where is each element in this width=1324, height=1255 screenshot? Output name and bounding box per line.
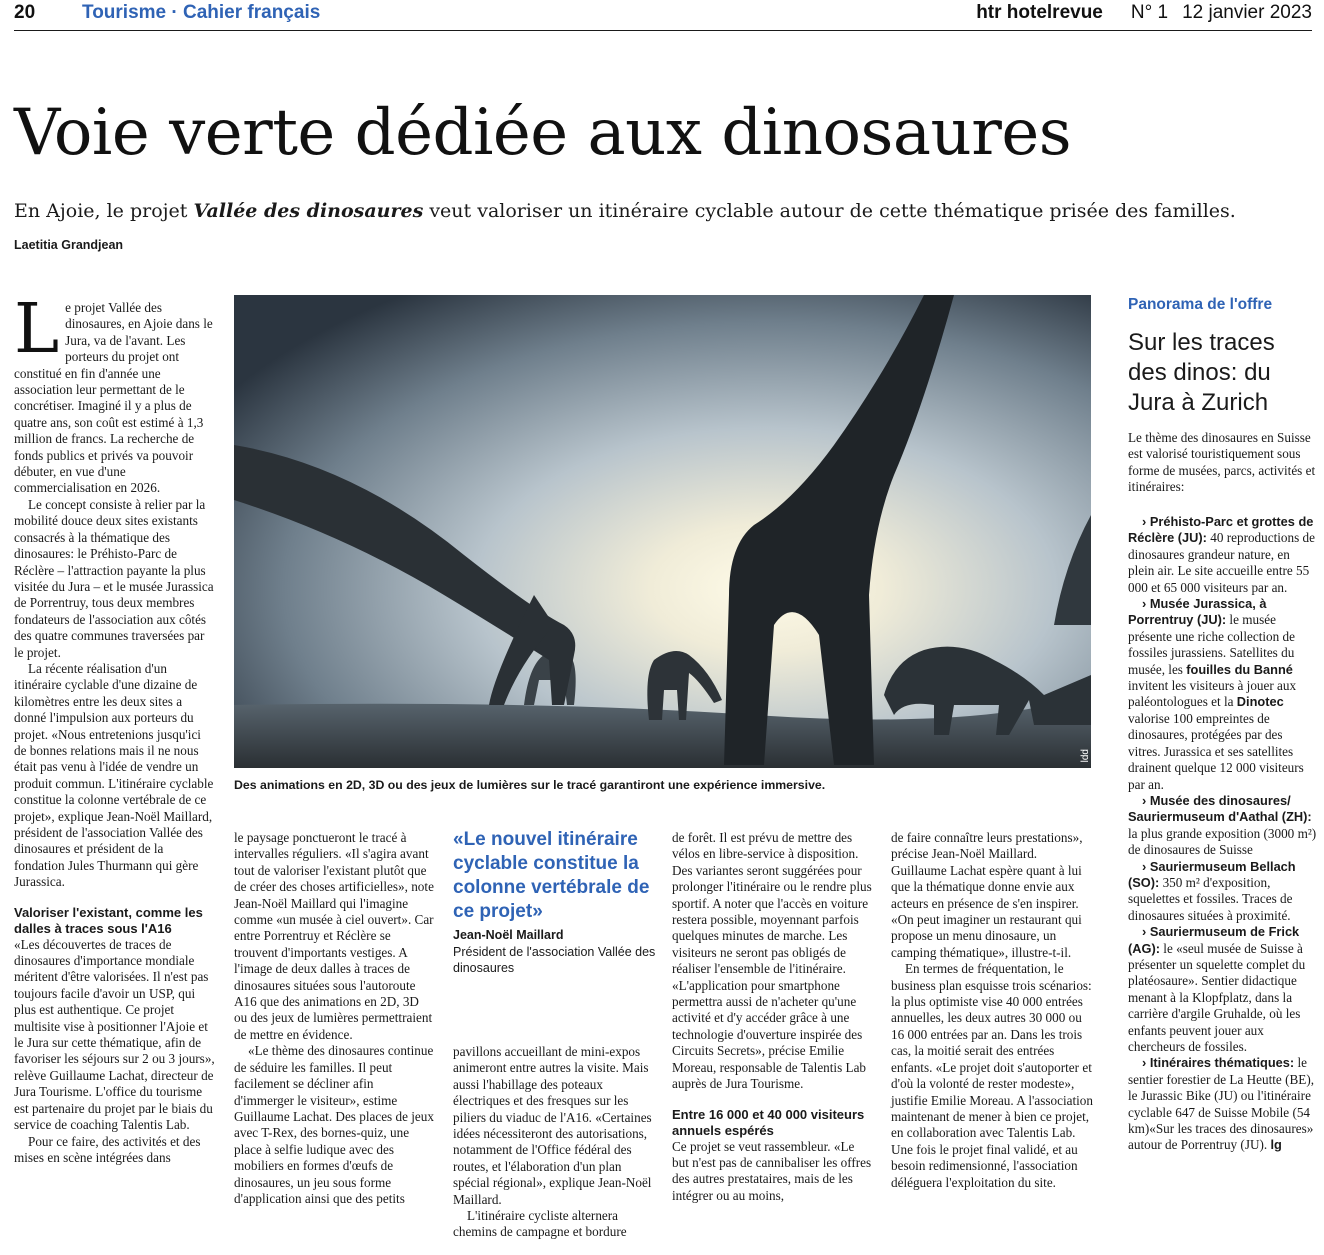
sidebar-intro: Le thème des dinosaures en Suisse est valorisé touristiquement sous forme de musées, parcs, activités et itinéraires: (1128, 430, 1316, 495)
list-item-head: › Préhisto-Parc et grottes de Réclère (JU): (1128, 514, 1314, 546)
quote-author-role: Président de l'association Vallée des dinosaures (453, 945, 656, 975)
section-subtitle: Cahier français (183, 2, 321, 23)
column-3 (453, 1044, 655, 1241)
page-header (14, 0, 1312, 31)
lead-text-a: En Ajoie, le projet (14, 200, 194, 222)
paragraph: Ce projet se veut rassembleur. «Le but n'est pas de cannibaliser les offres des autres prestataires, mais de les intégrer ou au moins, (672, 1138, 872, 1203)
list-item (1128, 596, 1318, 793)
subheading: Valoriser l'existant, comme les dalles à traces sous l'A16 (14, 904, 203, 936)
paragraph: Pour ce faire, des activités et des mises en scène intégrées dans (14, 1133, 201, 1165)
list-item (1128, 1055, 1318, 1153)
article-lead (14, 200, 1314, 222)
list-item-text: 40 reproductions de dinosaures grandeur nature, en plein air. Le site accueille entre 55 000 et 65 000 visiteurs par an. (1128, 530, 1315, 595)
list-item-head: › Musée des dinosaures/ Sauriermuseum d'Aathal (ZH): (1128, 792, 1312, 825)
lead-text-b: veut valoriser un itinéraire cyclable autour de cette thématique prisée des familles. (423, 200, 1236, 222)
issue-number: N° 1 (1130, 2, 1169, 23)
list-item (1128, 859, 1318, 925)
list-item-text: la plus grande exposition (3000 m²) de dinosaures de Suisse (1128, 825, 1317, 858)
page-number: 20 (14, 2, 36, 23)
list-item-text: le «seul musée de Suisse à présenter un squelette complet du platéosaure». Sentier didactique menant à la Klopfplatz, dans la carrière d'argile Gruhalde, où les enfants peuvent jouer aux chercheurs de fossiles. (1128, 940, 1306, 1054)
sidebar-title: Sur les traces des dinos: du Jura à Zurich (1128, 329, 1275, 416)
list-item-text: 350 m² d'exposition, squelettes et fossiles. Traces de dinosaures situées à proximité. (1128, 874, 1293, 923)
section-name: Tourisme (82, 2, 167, 23)
paragraph: de faire connaître leurs prestations», précise Jean-Noël Maillard. Guillaume Lachat espère quant à lui que la thématique donne envie aux acteurs en présence de s'en inspirer. «On peut imaginer un restaurant qui propose un menu dinosaure, un camping thématique», illustre-t-il. (891, 830, 1083, 960)
author-signature: lg (1270, 1137, 1282, 1153)
drop-cap: L (14, 290, 60, 369)
photo-credit: ldd (1080, 748, 1091, 762)
publication-info (976, 2, 1312, 24)
column-1 (14, 290, 216, 1166)
list-item-head: › Musée Jurassica, à Porrentruy (JU): (1128, 596, 1267, 628)
section-separator: · (171, 2, 178, 23)
paragraph: «Les découvertes de traces de dinosaures d'importance mondiale méritent d'être valorisées. Il n'est pas toujours facile d'avoir un USP, qui plus est authentique. Ce projet multisite vise à positionner l'Ajoie et le Jura sur cette thématique, afin de favoriser les séjours sur 2 ou 3 jours», relève Guillaume Lachat, directeur de Jura Tourisme. L'office du tourisme est partenaire du projet par le biais du service de coaching Talentis Lab. (14, 936, 215, 1133)
paragraph: Le concept consiste à relier par la mobilité douce deux sites existants consacrés à la thématique des dinosaures: le Préhisto-Parc de Réclère – l'attraction payante la plus visitée du Jura – et le musée Jurassica de Porrentruy, tous deux membres fondateurs de l'association aux côtés des quatre communes traversées par le projet. (14, 496, 214, 660)
list-item-text: invitent les visiteurs à jouer aux paléontologues et la (1128, 678, 1297, 710)
section-label (82, 2, 320, 24)
publication-name: htr hotelrevue (976, 2, 1103, 23)
list-item-bold: fouilles du Banné (1186, 661, 1293, 677)
subheading: Entre 16 000 et 40 000 visiteurs annuels espérés (672, 1106, 865, 1138)
article-title: Voie verte dédiée aux dinosaures (14, 96, 1072, 170)
paragraph: pavillons accueillant de mini-expos animeront entre autres la visite. Mais aussi l'habillage des poteaux électriques et des fresques sur les piliers du viaduc de l'A16. «Certaines idées nécessiteront des autorisations, notamment de l'Office fédéral des routes, et l'élaboration d'un plan spécial régional», explique Jean-Noël Maillard. (453, 1044, 652, 1207)
lead-project-name: Vallée des dinosaures (193, 200, 424, 222)
sidebar-list (1128, 514, 1318, 1154)
dinosaur-photo (234, 295, 1091, 768)
list-item (1128, 793, 1318, 859)
list-item-bold: Dinotec (1236, 694, 1284, 710)
column-4 (672, 830, 874, 1204)
paragraph: «Le thème des dinosaures continue de séduire les familles. Il peut facilement se décliner afin d'immerger le visiteur», estime Guillaume Lachat. Des places de jeux avec T-Rex, des bornes-quiz, une place à selfie ludique avec des mobiliers en formes d'œufs de dinosaures, un jeu sous forme d'application ainsi que des petits (234, 1043, 434, 1206)
issue-date: 12 janvier 2023 (1182, 2, 1312, 23)
list-item-head: › Itinéraires thématiques: (1142, 1055, 1295, 1071)
paragraph: L'itinéraire cycliste alternera chemins de campagne et bordure (453, 1208, 627, 1240)
list-item (1128, 924, 1318, 1055)
photo-caption: Des animations en 2D, 3D ou des jeux de lumières sur le tracé garantiront une expérience immersive. (234, 778, 826, 792)
column-5 (891, 830, 1096, 1191)
list-item-text: le sentier forestier de La Heutte (BE), le Jurassic Bike (JU) ou l'itinéraire cyclable 647 de Suisse Mobile (54 km)«Sur les traces des dinosaures» autour de Porrentruy (JU). (1128, 1055, 1315, 1153)
list-item-head: › Sauriermuseum Bellach (SO): (1128, 858, 1296, 890)
quote-author-name: Jean-Noël Maillard (453, 928, 564, 942)
column-2 (234, 830, 434, 1207)
list-item-text: le musée présente une riche collection de fossiles jurassiens. Satellites du musée, les (1128, 612, 1295, 677)
paragraph: La récente réalisation d'un itinéraire cyclable d'une dizaine de kilomètres entre les deux sites a donné l'impulsion aux porteurs du projet. «Nous entretenions jusqu'ici de bonnes relations mais il ne nous était pas venu à l'idée de vendre un produit commun. L'itinéraire cyclable constitue la colonne vertébrale de ce projet», explique Jean-Noël Maillard, président de l'association Vallée des dinosaures et président de la fondation Jules Thurmann qui gère Jurassica. (14, 660, 214, 890)
paragraph: En termes de fréquentation, le business plan esquisse trois scénarios: la plus optimiste vise 40 000 entrées annuelles, les deux autres 30 000 ou 16 000 entrées par an. Dans les trois cas, la moitié serait des entrées enfants. «Le projet doit s'autoporter et d'où la volonté de rester modeste», justifie Emilie Moreau. A l'association maintenant de mener à bien ce projet, en collaboration avec Talentis Lab. Une fois le projet final validé, et au besoin redimensionné, l'association déléguera l'exploitation du site. (891, 961, 1093, 1190)
paragraph: le paysage ponctueront le tracé à intervalles réguliers. «Il s'agira avant tout de valoriser l'existant plutôt que de créer des choses artificielles», note Jean-Noël Maillard qui l'imagine comme «un musée à ciel ouvert». Car entre Porrentruy et Réclère se trouvent d'importants vestiges. A l'image de deux dalles à traces de dinosaures situées sous l'autoroute A16 que des animations en 2D, 3D ou des jeux de lumières permettraient de mettre en évidence. (234, 830, 434, 1042)
paragraph: e projet Vallée des dinosaures, en Ajoie dans le Jura, va de l'avant. Les porteurs du projet ont constitué en fin d'année une association leur permettant de le concrétiser. Imaginé il y a plus de quatre ans, son coût est estimé à 1,3 million de francs. La recherche de fonds publics et privés va pouvoir débuter, en vue d'une commercialisation en 2026. (14, 300, 213, 496)
list-item (1128, 514, 1318, 596)
list-item-text: valorise 100 empreintes de dinosaures, protégées par des vitres. Jurassica et ses satellites drainent quelque 12 000 visiteurs par an. (1128, 710, 1304, 792)
paragraph: de forêt. Il est prévu de mettre des vélos en libre-service à disposition. Des variantes seront suggérées pour prolonger l'itinéraire ou le rendre plus sportif. A noter que l'accès en voiture restera possible, moyennant parfois quelques minutes de marche. Les visiteurs ne seront pas obligés de réaliser l'ensemble de l'itinéraire. «L'application pour smartphone permettra aussi de n'acheter qu'une activité et d'y accéder grâce à une technologie d'ouverture inspirée des Circuits Secrets», précise Emilie Moreau, responsable de Talentis Lab auprès de Jura Tourisme. (672, 830, 872, 1092)
article-author: Laetitia Grandjean (14, 238, 124, 252)
dinosaur-silhouettes-image (234, 295, 1091, 768)
list-item-head: › Sauriermuseum de Frick (AG): (1128, 924, 1300, 956)
sidebar-kicker: Panorama de l'offre (1128, 296, 1273, 313)
pull-quote: «Le nouvel itinéraire cyclable constitue la colonne vertébrale de ce projet» (453, 829, 650, 922)
